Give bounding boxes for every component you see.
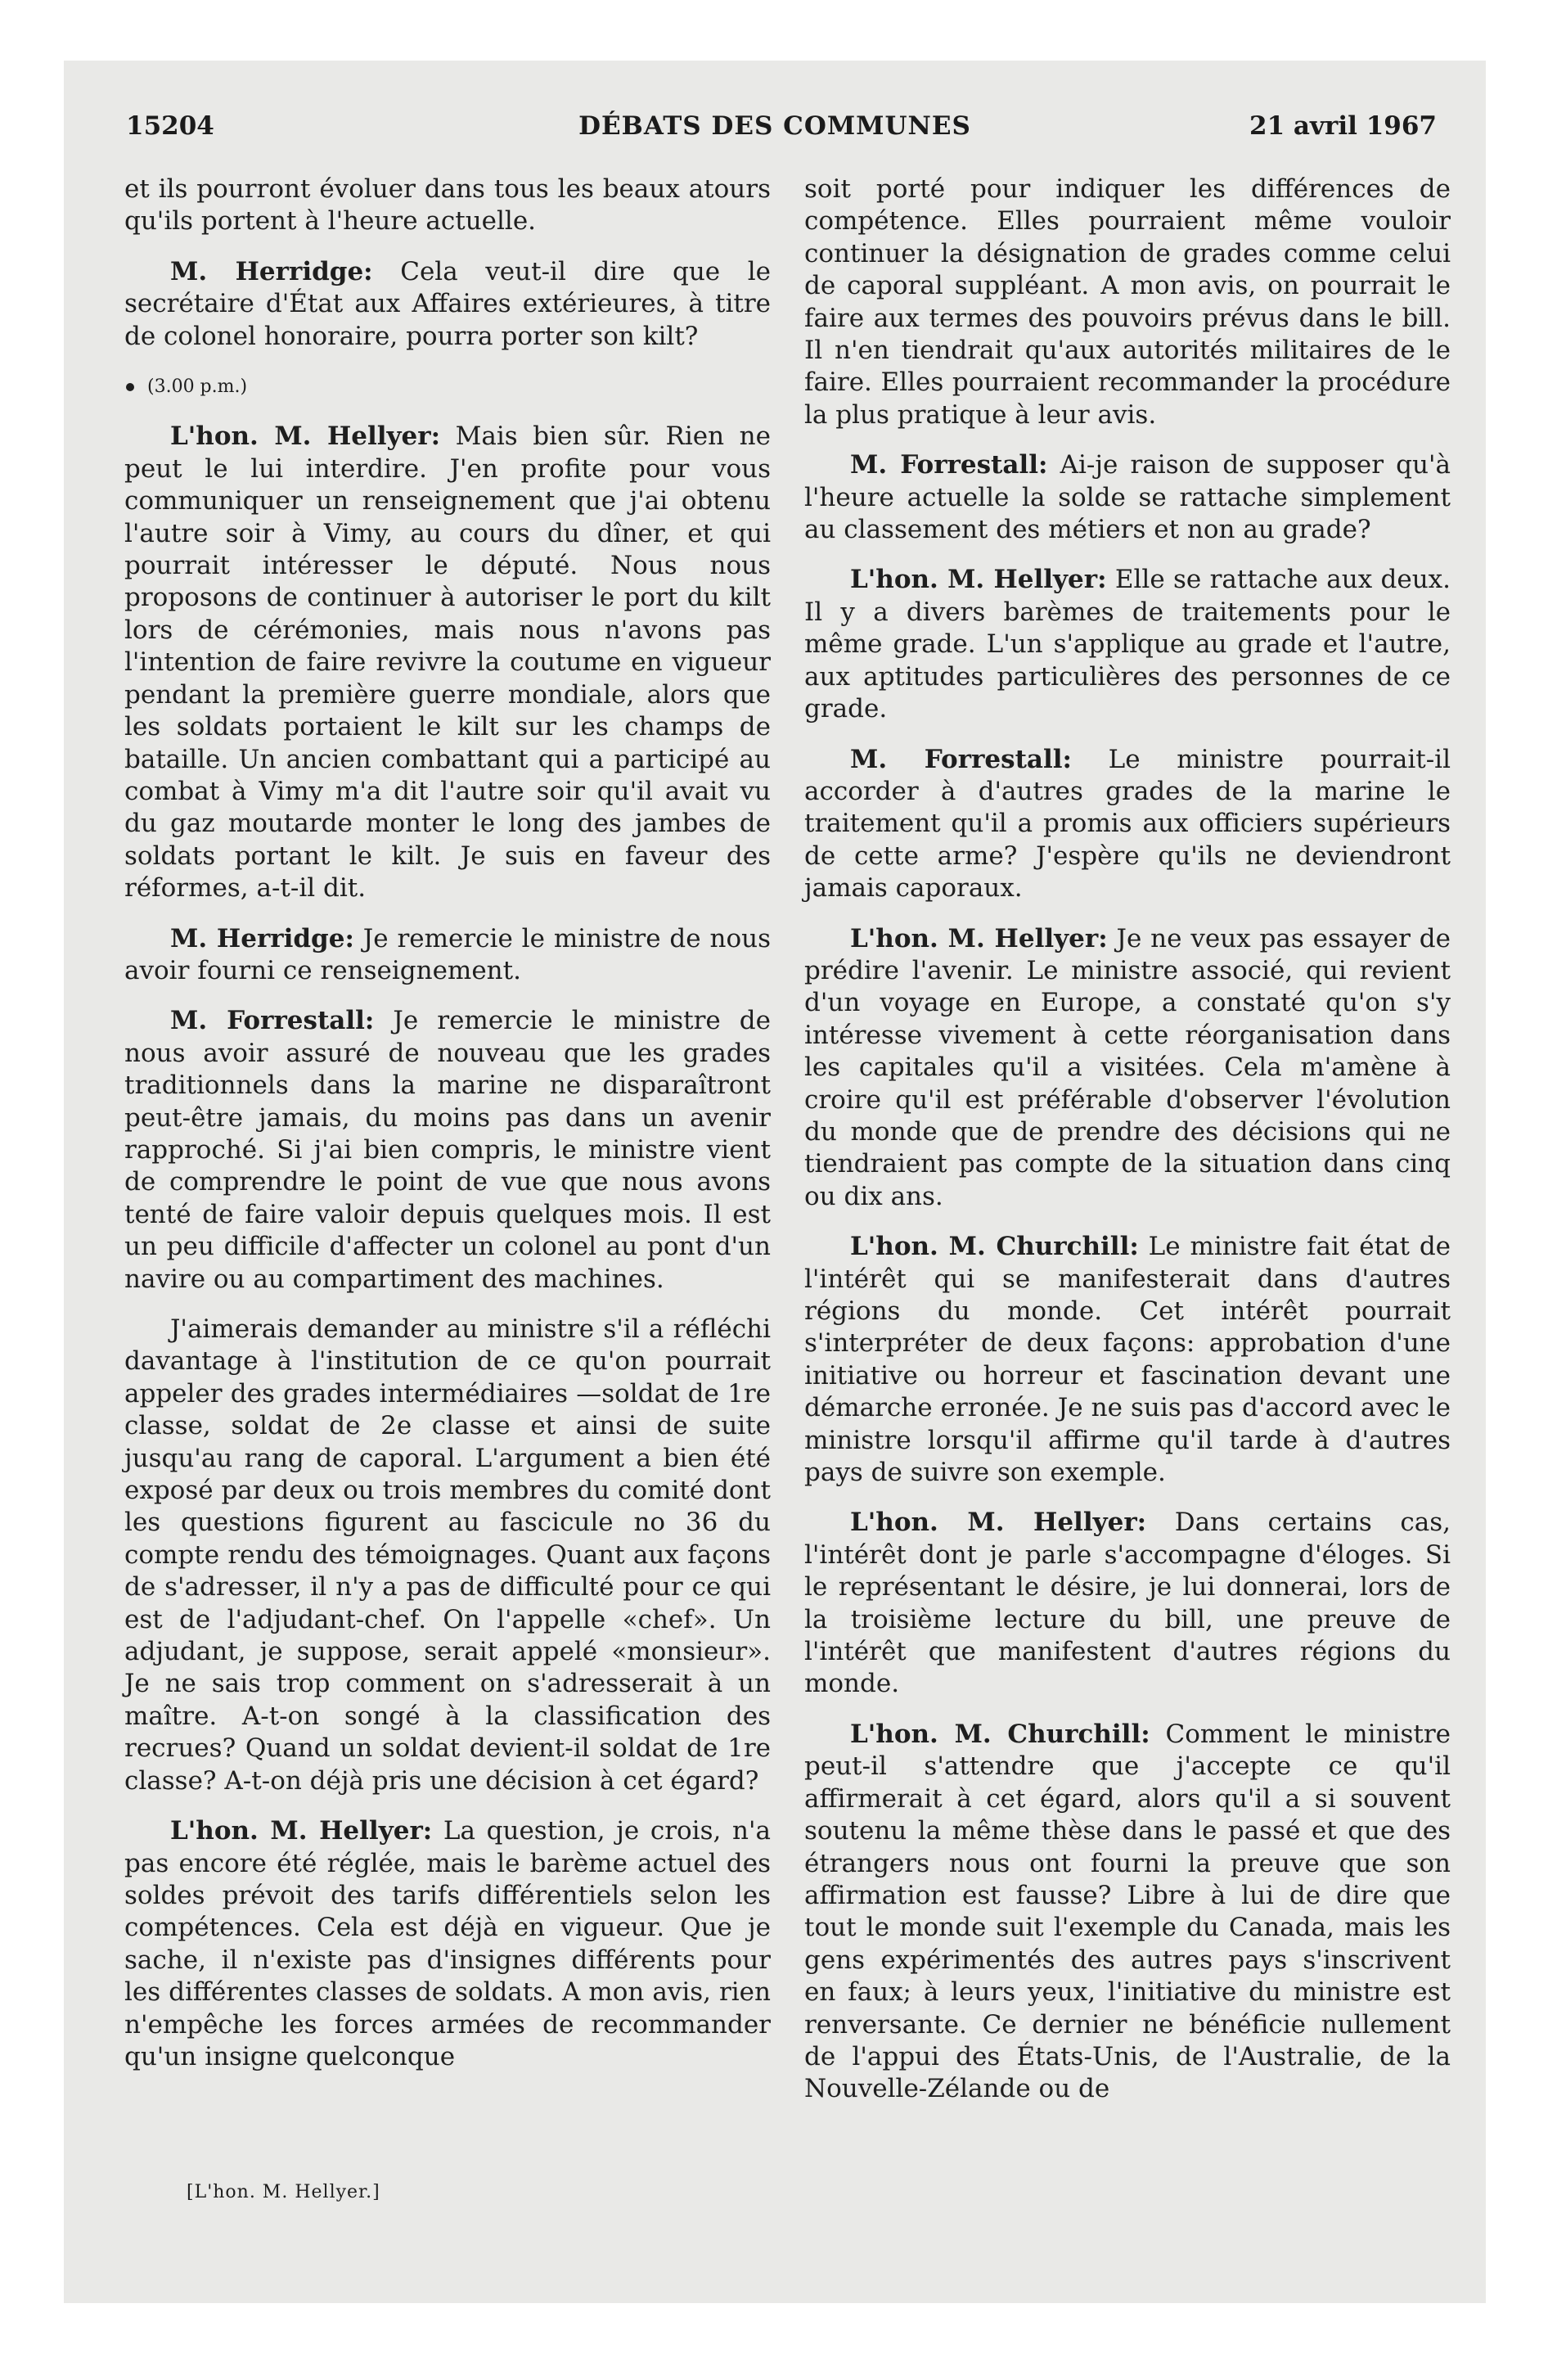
page-number: 15204 (126, 111, 214, 141)
time-stamp (124, 371, 771, 403)
right-column (804, 174, 1451, 2124)
paragraph (124, 1005, 771, 1296)
speaker-name: L'hon. M. Hellyer: (850, 565, 1107, 595)
speaker-name: L'hon. M. Hellyer: (170, 421, 441, 452)
paragraph (804, 449, 1451, 546)
paragraph-text: et ils pourront évoluer dans tous les beaux atours qu'ils portent à l'heure actuelle. (124, 174, 771, 237)
paragraph-text: Ai-je raison de supposer qu'à l'heure actuelle la solde se rattache simplement au classement des métiers et non au grade? (804, 450, 1451, 545)
speaker-name: L'hon. M. Churchill: (850, 1232, 1139, 1262)
paragraph-text: Comment le ministre peut-il s'attendre que j'accepte ce qu'il affirmerait à cet égard, alors qu'il a si souvent soutenu la même thèse dans le passé et que des étrangers nous ont fourni la preuve que son affirmation est fausse? Libre à lui de dire que tout le monde suit l'exemple du Canada, mais les gens expérimentés des autres pays s'inscrivent en faux; à leurs yeux, l'initiative du ministre est renversante. Ce dernier ne bénéficie nullement de l'appui des États-Unis, de l'Australie, de la Nouvelle-Zélande ou de (804, 1719, 1451, 2104)
page-title: DÉBATS DES COMMUNES (578, 111, 971, 141)
paragraph (804, 1507, 1451, 1700)
paragraph (124, 1314, 771, 1797)
speaker-name: L'hon. M. Hellyer: (850, 1508, 1147, 1538)
paragraph (124, 256, 771, 353)
speaker-name: M. Forrestall: (850, 744, 1072, 774)
speaker-name: M. Herridge: (170, 923, 354, 953)
paragraph-text: J'aimerais demander au ministre s'il a réfléchi davantage à l'institution de ce qu'on pourrait appeler des grades intermédiaires —soldat de 1re classe, soldat de 2e classe et ainsi de suite jusqu'au rang de caporal. L'argument a bien été exposé par deux ou trois membres du comité dont les questions figurent au fascicule no 36 du compte rendu des témoignages. Quant aux façons de s'adresser, il n'y a pas de difficulté pour ce qui est de l'adjudant-chef. On l'appelle «chef». Un adjudant, je suppose, serait appelé «monsieur». Je ne sais trop comment on s'adresserait à un maître. A-t-on songé à la classification des recrues? Quand un soldat devient-il soldat de 1re classe? A-t-on déjà pris une décision à cet égard? (124, 1314, 771, 1796)
speaker-name: M. Herridge: (170, 256, 373, 286)
paragraph-text: Je remercie le ministre de nous avoir fourni ce renseignement. (124, 923, 771, 985)
paragraph-text: Je ne veux pas essayer de prédire l'avenir. Le ministre associé, qui revient d'un voyage en Europe, a constaté qu'on s'y intéresse vivement à cette réorganisation dans les capitales qu'il a visitées. Cela m'amène à croire qu'il est préférable d'observer l'évolution du monde que de prendre des décisions qui ne tiendraient pas compte de la situation dans cinq ou dix ans. (804, 923, 1451, 1211)
paragraph (804, 1719, 1451, 2106)
speaker-name: L'hon. M. Hellyer: (850, 923, 1108, 953)
page-header (64, 111, 1486, 160)
bullet-icon (126, 383, 134, 391)
speaker-name: M. Forrestall: (850, 450, 1048, 480)
speaker-name: L'hon. M. Hellyer: (170, 1816, 433, 1846)
paragraph-text: Dans certains cas, l'intérêt dont je parle s'accompagne d'éloges. Si le représentant le désire, je lui donnerai, lors de la troisième lecture du bill, une preuve de l'intérêt que manifestent d'autres régions du monde. (804, 1508, 1451, 1699)
paragraph (124, 1815, 771, 2073)
paragraph (124, 174, 771, 238)
page-date: 21 avril 1967 (1249, 111, 1437, 141)
time-stamp-text: (3.00 p.m.) (147, 376, 248, 398)
paragraph (124, 421, 771, 904)
paragraph-text: Je remercie le ministre de nous avoir assuré de nouveau que les grades traditionnels dans la marine ne disparaîtront peut-être jamais, du moins pas dans un avenir rapproché. Si j'ai bien compris, le ministre vient de comprendre le point de vue que nous avons tenté de faire valoir depuis quelques mois. Il est un peu difficile d'affecter un colonel au pont d'un navire ou au compartiment des machines. (124, 1006, 772, 1294)
paragraph (804, 923, 1451, 1214)
left-column (124, 174, 771, 2091)
paragraph-text: La question, je crois, n'a pas encore été réglée, mais le barème actuel des soldes prévoit des tarifs différentiels selon les compétences. Cela est déjà en vigueur. Que je sache, il n'existe pas d'insignes différents pour les différentes classes de soldats. A mon avis, rien n'empêche les forces armées de recommander qu'un insigne quelconque (124, 1816, 771, 2071)
paragraph-text: Elle se rattache aux deux. Il y a divers barèmes de traitements pour le même grade. L'un s'applique au grade et l'autre, aux aptitudes particulières des personnes de ce grade. (804, 565, 1451, 724)
paragraph (804, 174, 1451, 431)
speaker-name: L'hon. M. Churchill: (850, 1719, 1150, 1749)
paragraph (124, 923, 771, 988)
page-sheet (64, 61, 1486, 2303)
footer-signature: [L'hon. M. Hellyer.] (187, 2182, 380, 2202)
speaker-name: M. Forrestall: (170, 1006, 375, 1036)
paragraph-text: Cela veut-il dire que le secrétaire d'État aux Affaires extérieures, à titre de colonel honoraire, pourra porter son kilt? (124, 256, 772, 351)
paragraph (804, 744, 1451, 905)
paragraph-text: Le ministre pourrait-il accorder à d'autres grades de la marine le traitement qu'il a promis aux officiers supérieurs de cette arme? J'espère qu'ils ne deviendront jamais caporaux. (804, 744, 1451, 904)
paragraph (804, 1231, 1451, 1489)
paragraph (804, 564, 1451, 725)
paragraph-text: soit porté pour indiquer les différences de compétence. Elles pourraient même vouloir continuer la désignation de grades comme celui de caporal suppléant. A mon avis, on pourrait le faire aux termes des pouvoirs prévus dans le bill. Il n'en tiendrait qu'aux autorités militaires de le faire. Elles pourraient recommander la procédure la plus pratique à leur avis. (804, 174, 1451, 430)
paragraph-text: Le ministre fait état de l'intérêt qui se manifesterait dans d'autres régions du monde. Cet intérêt pourrait s'interpréter de deux façons: approbation d'une initiative ou horreur et fascination devant une démarche erronée. Je ne suis pas d'accord avec le ministre lorsqu'il affirme qu'il tarde à d'autres pays de suivre son exemple. (804, 1232, 1451, 1488)
paragraph-text: Mais bien sûr. Rien ne peut le lui interdire. J'en profite pour vous communiquer un renseignement que j'ai obtenu l'autre soir à Vimy, au cours du dîner, et qui pourrait intéresser le député. Nous nous proposons de continuer à autoriser le port du kilt lors de cérémonies, mais nous n'avons pas l'intention de faire revivre la coutume en vigueur pendant la première guerre mondiale, alors que les soldats portaient le kilt sur les champs de bataille. Un ancien combattant qui a participé au combat à Vimy m'a dit l'autre soir qu'il avait vu du gaz moutarde monter le long des jambes de soldats portant le kilt. Je suis en faveur des réformes, a-t-il dit. (124, 421, 771, 904)
